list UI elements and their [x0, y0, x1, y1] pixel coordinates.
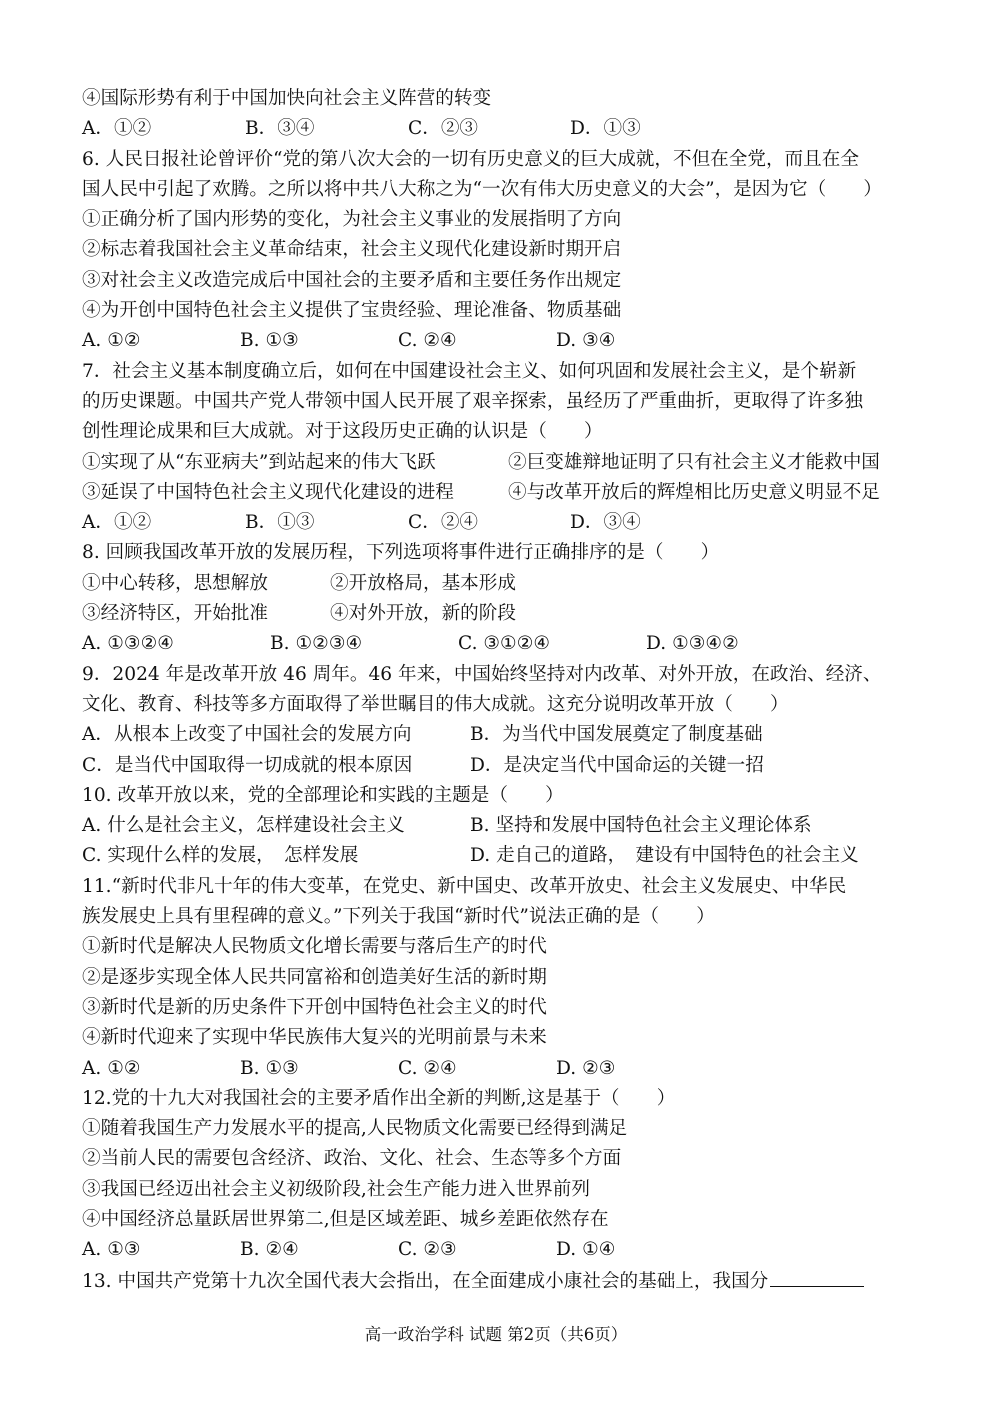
q8-item-4: ④对外开放，新的阶段	[330, 603, 516, 625]
q7-option-d: D．③④	[570, 512, 641, 534]
q5-option-b: B．③④	[245, 118, 315, 140]
q8-item-3: ③经济特区，开始批准	[82, 603, 268, 625]
q6-item-1: ①正确分析了国内形势的变化，为社会主义事业的发展指明了方向	[82, 209, 622, 231]
q8-items-row-2	[82, 599, 918, 629]
q11-option-b: B. ①③	[240, 1057, 299, 1079]
q6-stem-line-2: 国人民中引起了欢腾。之所以将中共八大称之为“一次有伟大历史意义的大会”，是因为它（ ）	[82, 178, 882, 200]
q7-items-row-2	[82, 478, 918, 508]
exam-content	[82, 84, 918, 1296]
q11-option-a: A. ①②	[82, 1057, 141, 1079]
q5-option-d: D．①③	[570, 118, 641, 140]
answer-blank	[770, 1266, 864, 1287]
q12-item-4: ④中国经济总量跃居世界第二,但是区域差距、城乡差距依然存在	[82, 1208, 609, 1230]
q11-option-d: D. ②③	[556, 1057, 616, 1079]
q12-item-3: ③我国已经迈出社会主义初级阶段,社会生产能力进入世界前列	[82, 1178, 590, 1200]
page-footer: 高一政治学科 试题 第2页（共6页）	[364, 1325, 628, 1344]
q9-stem-line-2: 文化、教育、科技等多方面取得了举世瞩目的伟大成就。这充分说明改革开放（ ）	[82, 693, 789, 715]
q6-option-a: A. ①②	[82, 330, 141, 352]
q12-option-c: C. ②③	[398, 1239, 457, 1261]
q7-items-row-1	[82, 448, 918, 478]
q12-options	[82, 1235, 918, 1265]
q12-item-1: ①随着我国生产力发展水平的提高,人民物质文化需要已经得到满足	[82, 1118, 628, 1140]
q11-stem-line-2: 族发展史上具有里程碑的意义。”下列关于我国“新时代”说法正确的是（ ）	[82, 906, 715, 928]
q6-item-3: ③对社会主义改造完成后中国社会的主要矛盾和主要任务作出规定	[82, 269, 622, 291]
q13-stem-line	[82, 1266, 918, 1296]
q10-option-d: D. 走自己的道路， 建设有中国特色的社会主义	[470, 845, 859, 867]
q8-stem: 8. 回顾我国改革开放的发展历程，下列选项将事件进行正确排序的是（ ）	[82, 542, 720, 564]
q6-option-d: D. ③④	[556, 330, 616, 352]
q10-options-row-2	[82, 841, 918, 871]
q8-options	[82, 629, 918, 659]
q12-option-d: D. ①④	[556, 1239, 616, 1261]
q7-option-a: A．①②	[82, 512, 152, 534]
q8-option-a: A. ①③②④	[82, 633, 174, 655]
q7-option-b: B．①③	[245, 512, 315, 534]
q8-option-c: C. ③①②④	[458, 633, 551, 655]
q5-item-4: ④国际形势有利于中国加快向社会主义阵营的转变	[82, 88, 492, 109]
q6-option-c: C. ②④	[398, 330, 457, 352]
q8-item-1: ①中心转移，思想解放	[82, 572, 268, 594]
q10-option-c: C. 实现什么样的发展， 怎样发展	[82, 845, 359, 867]
q10-option-b: B. 坚持和发展中国特色社会主义理论体系	[470, 815, 812, 837]
q10-stem: 10. 改革开放以来，党的全部理论和实践的主题是（ ）	[82, 784, 564, 806]
q9-option-c: C．是当代中国取得一切成就的根本原因	[82, 754, 413, 776]
q7-stem-line-2: 的历史课题。中国共产党人带领中国人民开展了艰辛探索，虽经历了严重曲折，更取得了许多独	[82, 390, 863, 412]
q7-item-2: ②巨变雄辩地证明了只有社会主义才能救中国	[508, 451, 880, 473]
q11-item-1: ①新时代是解决人民物质文化增长需要与落后生产的时代	[82, 936, 547, 958]
q8-item-2: ②开放格局，基本形成	[330, 572, 516, 594]
q12-option-a: A. ①③	[82, 1239, 141, 1261]
q9-stem-line-1: 9．2024 年是改革开放 46 周年。46 年来，中国始终坚持对内改革、对外开放，在政治、经济、	[82, 663, 882, 685]
q8-option-b: B. ①②③④	[270, 633, 363, 655]
q12-stem: 12.党的十九大对我国社会的主要矛盾作出全新的判断,这是基于（ ）	[82, 1087, 676, 1109]
q11-stem-line-1: 11.“新时代非凡十年的伟大变革，在党史、新中国史、改革开放史、社会主义发展史、中华民	[82, 875, 847, 897]
q11-options	[82, 1054, 918, 1084]
q9-options-row-1	[82, 720, 918, 750]
q6-option-b: B. ①③	[240, 330, 299, 352]
q5-option-a: A．①②	[82, 118, 152, 140]
q6-item-4: ④为开创中国特色社会主义提供了宝贵经验、理论准备、物质基础	[82, 300, 622, 322]
q8-option-d: D. ①③④②	[646, 633, 739, 655]
q11-item-4: ④新时代迎来了实现中华民族伟大复兴的光明前景与未来	[82, 1027, 547, 1049]
q11-item-2: ②是逐步实现全体人民共同富裕和创造美好生活的新时期	[82, 966, 547, 988]
q6-item-2: ②标志着我国社会主义革命结束，社会主义现代化建设新时期开启	[82, 239, 622, 261]
q7-options	[82, 508, 918, 538]
q7-option-c: C．②④	[408, 512, 479, 534]
q8-items-row-1	[82, 569, 918, 599]
q9-option-d: D．是决定当代中国命运的关键一招	[470, 754, 764, 776]
q7-stem-line-3: 创性理论成果和巨大成就。对于这段历史正确的认识是（ ）	[82, 421, 603, 443]
q10-option-a: A. 什么是社会主义，怎样建设社会主义	[82, 815, 405, 837]
q7-item-4: ④与改革开放后的辉煌相比历史意义明显不足	[508, 481, 880, 503]
q9-option-a: A．从根本上改变了中国社会的发展方向	[82, 724, 412, 746]
q11-option-c: C. ②④	[398, 1057, 457, 1079]
q6-stem-line-1: 6. 人民日报社论曾评价“党的第八次大会的一切有历史意义的巨大成就，不但在全党，而且在全	[82, 148, 859, 170]
q12-item-2: ②当前人民的需要包含经济、政治、文化、社会、生态等多个方面	[82, 1148, 622, 1170]
q11-item-3: ③新时代是新的历史条件下开创中国特色社会主义的时代	[82, 996, 547, 1018]
q9-options-row-2	[82, 751, 918, 781]
q9-option-b: B．为当代中国发展奠定了制度基础	[470, 724, 763, 746]
q6-options	[82, 326, 918, 356]
q7-stem-line-1: 7．社会主义基本制度确立后，如何在中国建设社会主义、如何巩固和发展社会主义，是个崭新	[82, 360, 857, 382]
q5-options	[82, 114, 918, 144]
q7-item-3: ③延误了中国特色社会主义现代化建设的进程	[82, 481, 454, 503]
q12-option-b: B. ②④	[240, 1239, 299, 1261]
q7-item-1: ①实现了从“东亚病夫”到站起来的伟大飞跃	[82, 451, 436, 473]
q13-stem: 13. 中国共产党第十九次全国代表大会指出，在全面建成小康社会的基础上，我国分	[82, 1270, 769, 1292]
q10-options-row-1	[82, 811, 918, 841]
q5-option-c: C．②③	[408, 118, 479, 140]
